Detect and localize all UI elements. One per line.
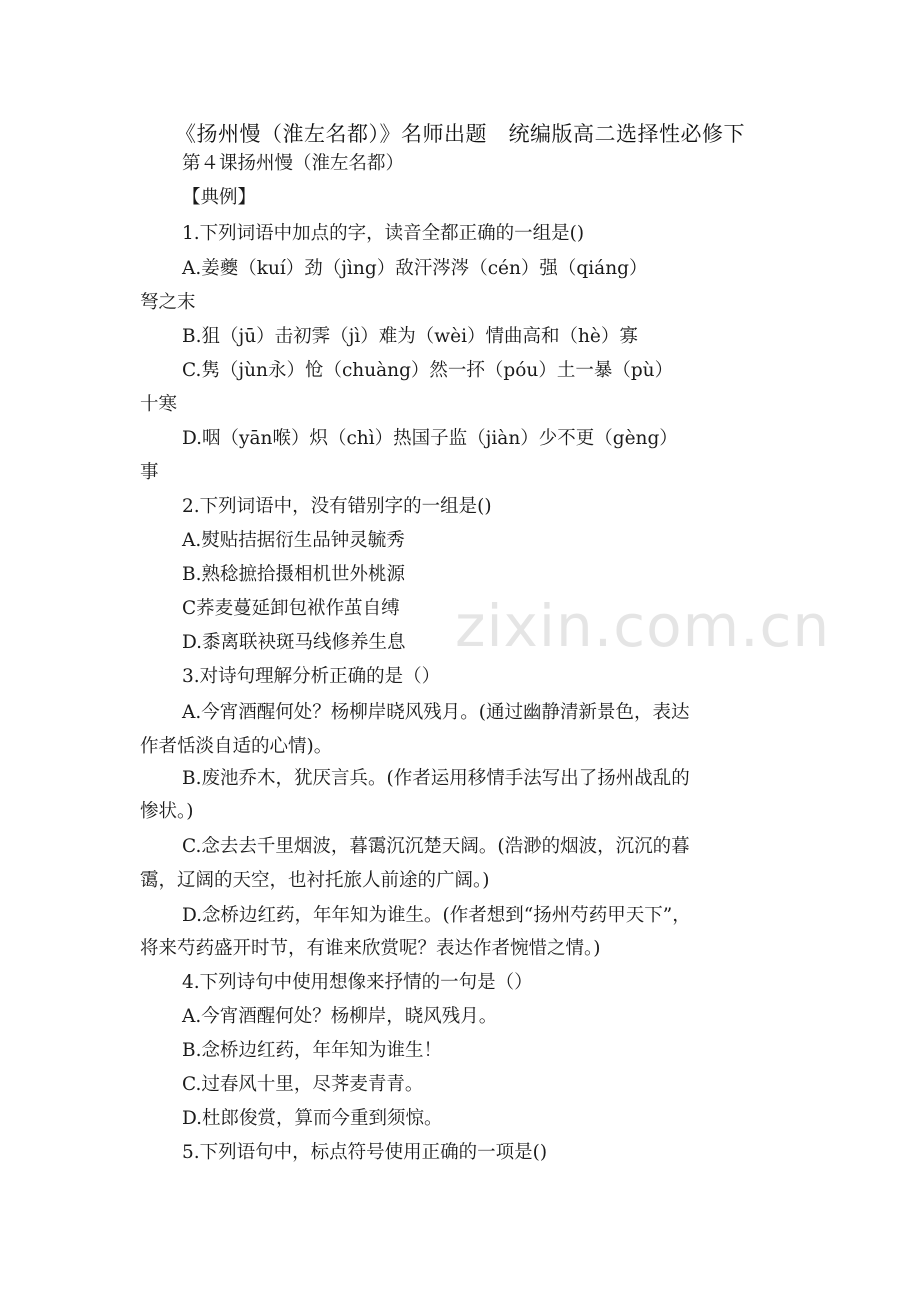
question-4-option-c: C.过春风十里，尽荠麦青青。 — [182, 1074, 424, 1095]
question-3-option-a: A.今宵酒醒何处？杨柳岸晓风残月。(通过幽静清新景色，表达 — [182, 702, 690, 723]
question-3-option-a-cont: 作者恬淡自适的心情)。 — [140, 736, 333, 757]
question-4-option-b: B.念桥边红药，年年知为谁生！ — [182, 1040, 442, 1061]
question-3-option-b: B.废池乔木，犹厌言兵。(作者运用移情手法写出了扬州战乱的 — [182, 768, 690, 789]
question-4-option-a: A.今宵酒醒何处？杨柳岸，晓风残月。 — [182, 1006, 498, 1027]
question-4-option-d: D.杜郎俊赏，算而今重到须惊。 — [182, 1108, 443, 1129]
watermark: zixin.com.cn — [455, 592, 831, 660]
question-1-option-b: B.狙（jū）击初霁（jì）难为（wèi）情曲高和（hè）寡 — [182, 326, 638, 347]
question-2-option-a: A.熨贴拮据衍生品钟灵毓秀 — [182, 530, 405, 551]
question-3-option-c: C.念去去千里烟波，暮霭沉沉楚天阔。(浩渺的烟波，沉沉的暮 — [182, 836, 690, 857]
lesson-heading: 第４课扬州慢（淮左名都） — [182, 153, 405, 174]
question-3-option-d-cont: 将来芍药盛开时节，有谁来欣赏呢？表达作者惋惜之情。) — [140, 938, 601, 959]
question-4-stem: 4.下列诗句中使用想像来抒情的一句是（） — [182, 972, 533, 993]
question-2-option-d: D.黍离联袂斑马线修养生息 — [182, 632, 406, 653]
document-title: 《扬州慢（淮左名都）》名师出题 统编版高二选择性必修下 — [175, 122, 745, 146]
question-3-option-c-cont: 霭，辽阔的天空，也衬托旅人前途的广阔。) — [140, 870, 490, 891]
section-label: 【典例】 — [182, 187, 257, 208]
question-1-option-d-cont: 事 — [140, 462, 159, 483]
question-2-option-b: B.熟稔摭拾摄相机世外桃源 — [182, 564, 405, 585]
question-3-option-b-cont: 惨状。) — [140, 801, 194, 822]
question-1-option-a-cont: 弩之末 — [140, 292, 196, 313]
question-3-stem: 3.对诗句理解分析正确的是（） — [182, 666, 441, 687]
question-1-option-c: C.隽（jùn永）怆（chuàng）然一抔（póu）土一暴（pù） — [182, 360, 674, 381]
question-5-stem: 5.下列语句中，标点符号使用正确的一项是() — [182, 1142, 548, 1163]
question-2-stem: 2.下列词语中，没有错别字的一组是() — [182, 496, 492, 517]
question-3-option-d: D.念桥边红药，年年知为谁生。(作者想到“扬州芍药甲天下”， — [182, 905, 691, 926]
question-1-stem: 1.下列词语中加点的字，读音全都正确的一组是() — [182, 223, 585, 244]
question-1-option-c-cont: 十寒 — [140, 394, 178, 415]
question-1-option-a: A.姜夔（kuí）劲（jìng）敌汗涔涔（cén）强（qiáng） — [182, 258, 648, 279]
question-2-option-c: C荞麦蔓延卸包袱作茧自缚 — [182, 598, 400, 619]
question-1-option-d: D.咽（yān喉）炽（chì）热国子监（jiàn）少不更（gèng） — [182, 428, 678, 449]
